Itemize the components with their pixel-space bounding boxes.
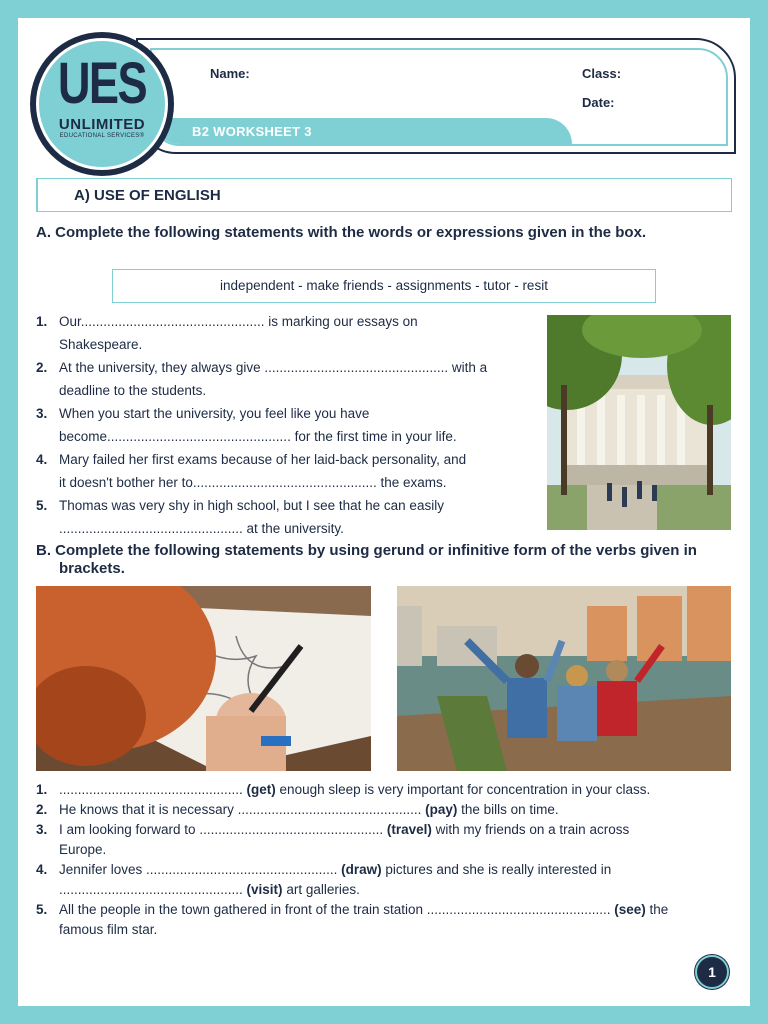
list-item: 1. ................................................. (get) enough sleep is very important for concentration in your class.: [36, 782, 651, 797]
part-b-list: [36, 780, 736, 940]
date-label: Date:: [582, 95, 615, 110]
ues-logo: [30, 32, 174, 176]
list-item: 2. At the university, they always give ................................................. with a deadline to the students.: [36, 360, 488, 398]
page-number: 1: [695, 955, 729, 989]
list-item: 1. Our................................................. is marking our essays on Shakespeare.: [36, 314, 418, 352]
logo-tagline: EDUCATIONAL SERVICES®: [59, 133, 145, 139]
class-label: Class:: [582, 66, 622, 81]
section-title: A) USE OF ENGLISH: [74, 187, 221, 204]
section-header: [36, 178, 732, 212]
list-item: 4. Jennifer loves ................................................... (draw) pictures and she is really interested in ................................................. (visit) art galleries.: [36, 862, 612, 897]
drawing-photo: [36, 586, 371, 771]
list-item: 3. I am looking forward to ................................................. (travel) with my friends on a train across Europe.: [36, 822, 630, 857]
logo-name: UNLIMITED: [58, 116, 146, 133]
header-box: [150, 48, 728, 146]
list-item: 3. When you start the university, you feel like you have become................................................. for the first time in your life.: [36, 406, 457, 444]
worksheet-title: B2 WORKSHEET 3: [192, 124, 312, 139]
logo-acronym: UES: [57, 51, 147, 116]
part-a-instruction: A. Complete the following statements with the words or expressions given in the box.: [36, 224, 647, 241]
friends-venice-photo: [397, 586, 731, 771]
part-b-instruction: B. Complete the following statements by using gerund or infinitive form of the verbs given in brackets.: [36, 542, 697, 577]
list-item: 5. All the people in the town gathered in front of the train station ................................................. (see) the famous film star.: [36, 902, 669, 937]
worksheet-band: [152, 118, 572, 144]
list-item: 2. He knows that it is necessary ................................................. (pay) the bills on time.: [36, 802, 559, 817]
name-label: Name:: [210, 66, 250, 81]
list-item: 4. Mary failed her first exams because of her laid-back personality, and it doesn't bother her to................................................. the exams.: [36, 452, 467, 490]
worksheet-page: [18, 18, 750, 1006]
university-photo: [547, 315, 731, 530]
list-item: 5. Thomas was very shy in high school, but I see that he can easily ................................................. at the university.: [36, 498, 444, 536]
part-a-list: [36, 310, 541, 540]
word-box: independent - make friends - assignments - tutor - resit: [112, 269, 656, 303]
